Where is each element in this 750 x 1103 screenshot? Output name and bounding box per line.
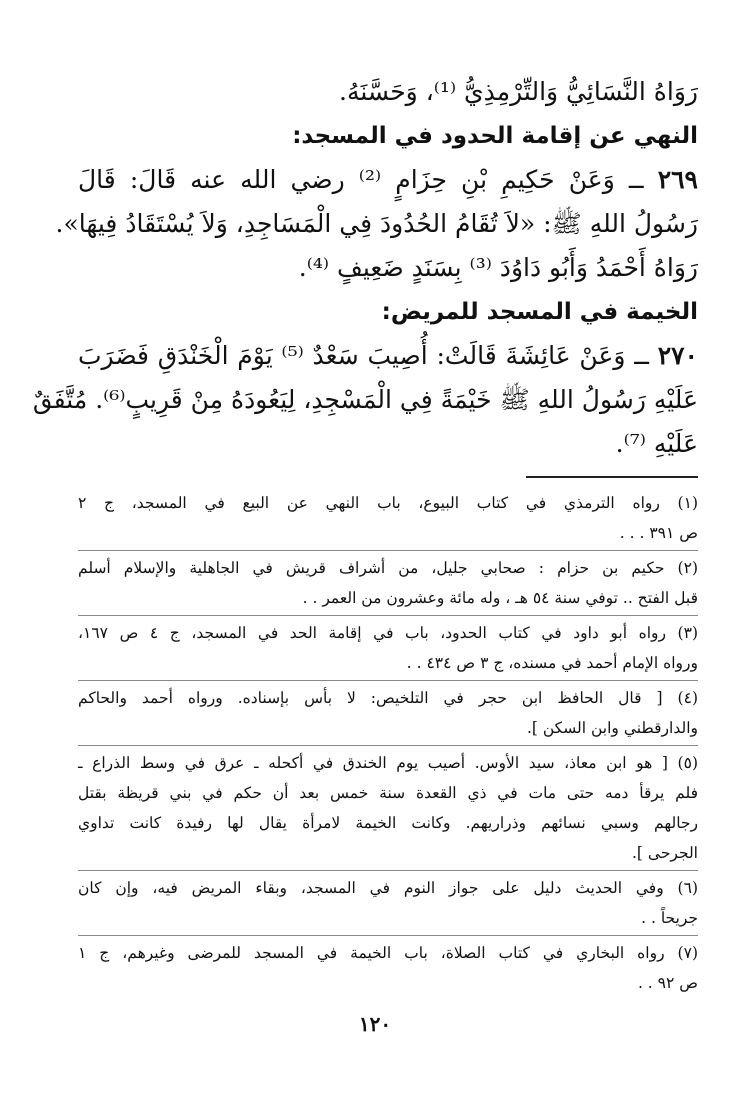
hadith-270-text-1: ــ وَعَنْ عَائِشَةَ قَالَتْ: أُصِيبَ سَعْدٌ ⁽⁵⁾ يَوْمَ الْخَنْدَقِ فَضَرَبَ — [78, 341, 649, 370]
hadith-270-line-1 — [78, 334, 698, 378]
hadith-number-269: ٢٦٩ — [657, 165, 698, 194]
footnote-5-line-4: الجرحى ]. — [632, 844, 698, 862]
footnote-5-line-1: (٥) [ هو ابن معاذ، سيد الأوس. أصيب يوم الخندق في أكحله ـ عرق في وسط الذراع ـ — [78, 754, 698, 772]
footnote-separator — [78, 615, 698, 616]
footnote-separator — [78, 680, 698, 681]
hadith-270-line-2: عَلَيْهِ رَسُولُ اللهِ ﷺ خَيْمَةً فِي الْمَسْجِدِ، لِيَعُودَهُ مِنْ قَرِيبٍ⁽⁶⁾. مُتَّفَقٌ — [32, 385, 698, 414]
footnote-separator — [78, 870, 698, 871]
footnote-1-line-2: ص ٣٩١ . . . — [619, 524, 698, 542]
footnote-1-line-1: (١) رواه الترمذي في كتاب البيوع، باب النهي عن البيع في المسجد، ج ٢ — [78, 494, 698, 512]
footnote-3-line-1: (٣) رواه أبو داود في كتاب الحدود، باب في إقامة الحد في المسجد، ج ٤ ص ١٦٧، — [78, 624, 698, 642]
footnote-separator — [78, 745, 698, 746]
footnote-3-line-2: ورواه الإمام أحمد في مسنده، ج ٣ ص ٤٣٤ . . — [406, 654, 698, 672]
section-heading-tent-for-sick: الخيمة في المسجد للمريض: — [381, 299, 698, 325]
hadith-number-270: ٢٧٠ — [657, 341, 698, 370]
page-number: ١٢٠ — [358, 1012, 392, 1036]
footnote-4-line-1: (٤) [ قال الحافظ ابن حجر في التلخيص: لا بأس بإسناده. ورواه أحمد والحاكم — [78, 689, 698, 707]
footnote-2-line-1: (٢) حكيم بن حزام : صحابي جليل، من أشراف قريش في الجاهلية والإسلام أسلم — [78, 559, 698, 577]
footnote-2-line-2: قبل الفتح .. توفي سنة ٥٤ هـ ، وله مائة وعشرون من العمر . . — [302, 589, 698, 607]
footnote-6-line-1: (٦) وفي الحديث دليل على جواز النوم في المسجد، وبقاء المريض فيه، وإن كان — [78, 879, 698, 897]
hadith-269-text-1: ــ وَعَنْ حَكِيمِ بْنِ حِزَامٍ ⁽²⁾ رضي الله عنه قَالَ: قَالَ — [78, 165, 644, 194]
hadith-269-line-2: رَسُولُ اللهِ ﷺ: «لاَ تُقَامُ الحُدُودَ فِي الْمَسَاجِدِ، وَلاَ يُسْتَقَادُ فِيهَا». — [55, 209, 698, 238]
footnotes — [78, 488, 698, 998]
footnote-6-line-2: جريحاً . . — [641, 909, 698, 927]
hadith-269-line-3: رَوَاهُ أَحْمَدُ وَأَبُو دَاوُدَ ⁽³⁾ بِسَنَدٍ ضَعِيفٍ ⁽⁴⁾. — [298, 253, 698, 282]
footnote-5-line-3: رجالهم وسبي نسائهم وذراريهم. وكانت الخيمة لامرأة يقال لها رفيدة كانت تداوي — [78, 814, 698, 832]
narration-line: رَوَاهُ النَّسَائِيُّ وَالتِّرْمِذِيُّ ⁽¹⁾، وَحَسَّنَهُ. — [339, 77, 698, 106]
hadith-269-line-1 — [78, 158, 698, 202]
section-heading-mosque-punishments: النهي عن إقامة الحدود في المسجد: — [292, 123, 698, 149]
footnote-7-line-2: ص ٩٢ . . — [637, 974, 698, 992]
footnote-divider — [526, 476, 698, 478]
footnote-7-line-1: (٧) رواه البخاري في كتاب الصلاة، باب الخيمة في المسجد للمرضى وغيرهم، ج ١ — [78, 944, 698, 962]
footnote-5-line-2: فلم يرقأ دمه حتى مات في ذي القعدة سنة خمس بعد أن حكم في بني قريظة بقتل — [78, 784, 698, 802]
hadith-270-line-3: عَلَيْهِ ⁽⁷⁾. — [615, 429, 698, 458]
page-content — [32, 70, 698, 998]
footnote-separator — [78, 550, 698, 551]
footnote-4-line-2: والدارقطني وابن السكن ]. — [526, 719, 698, 737]
footnote-separator — [78, 935, 698, 936]
